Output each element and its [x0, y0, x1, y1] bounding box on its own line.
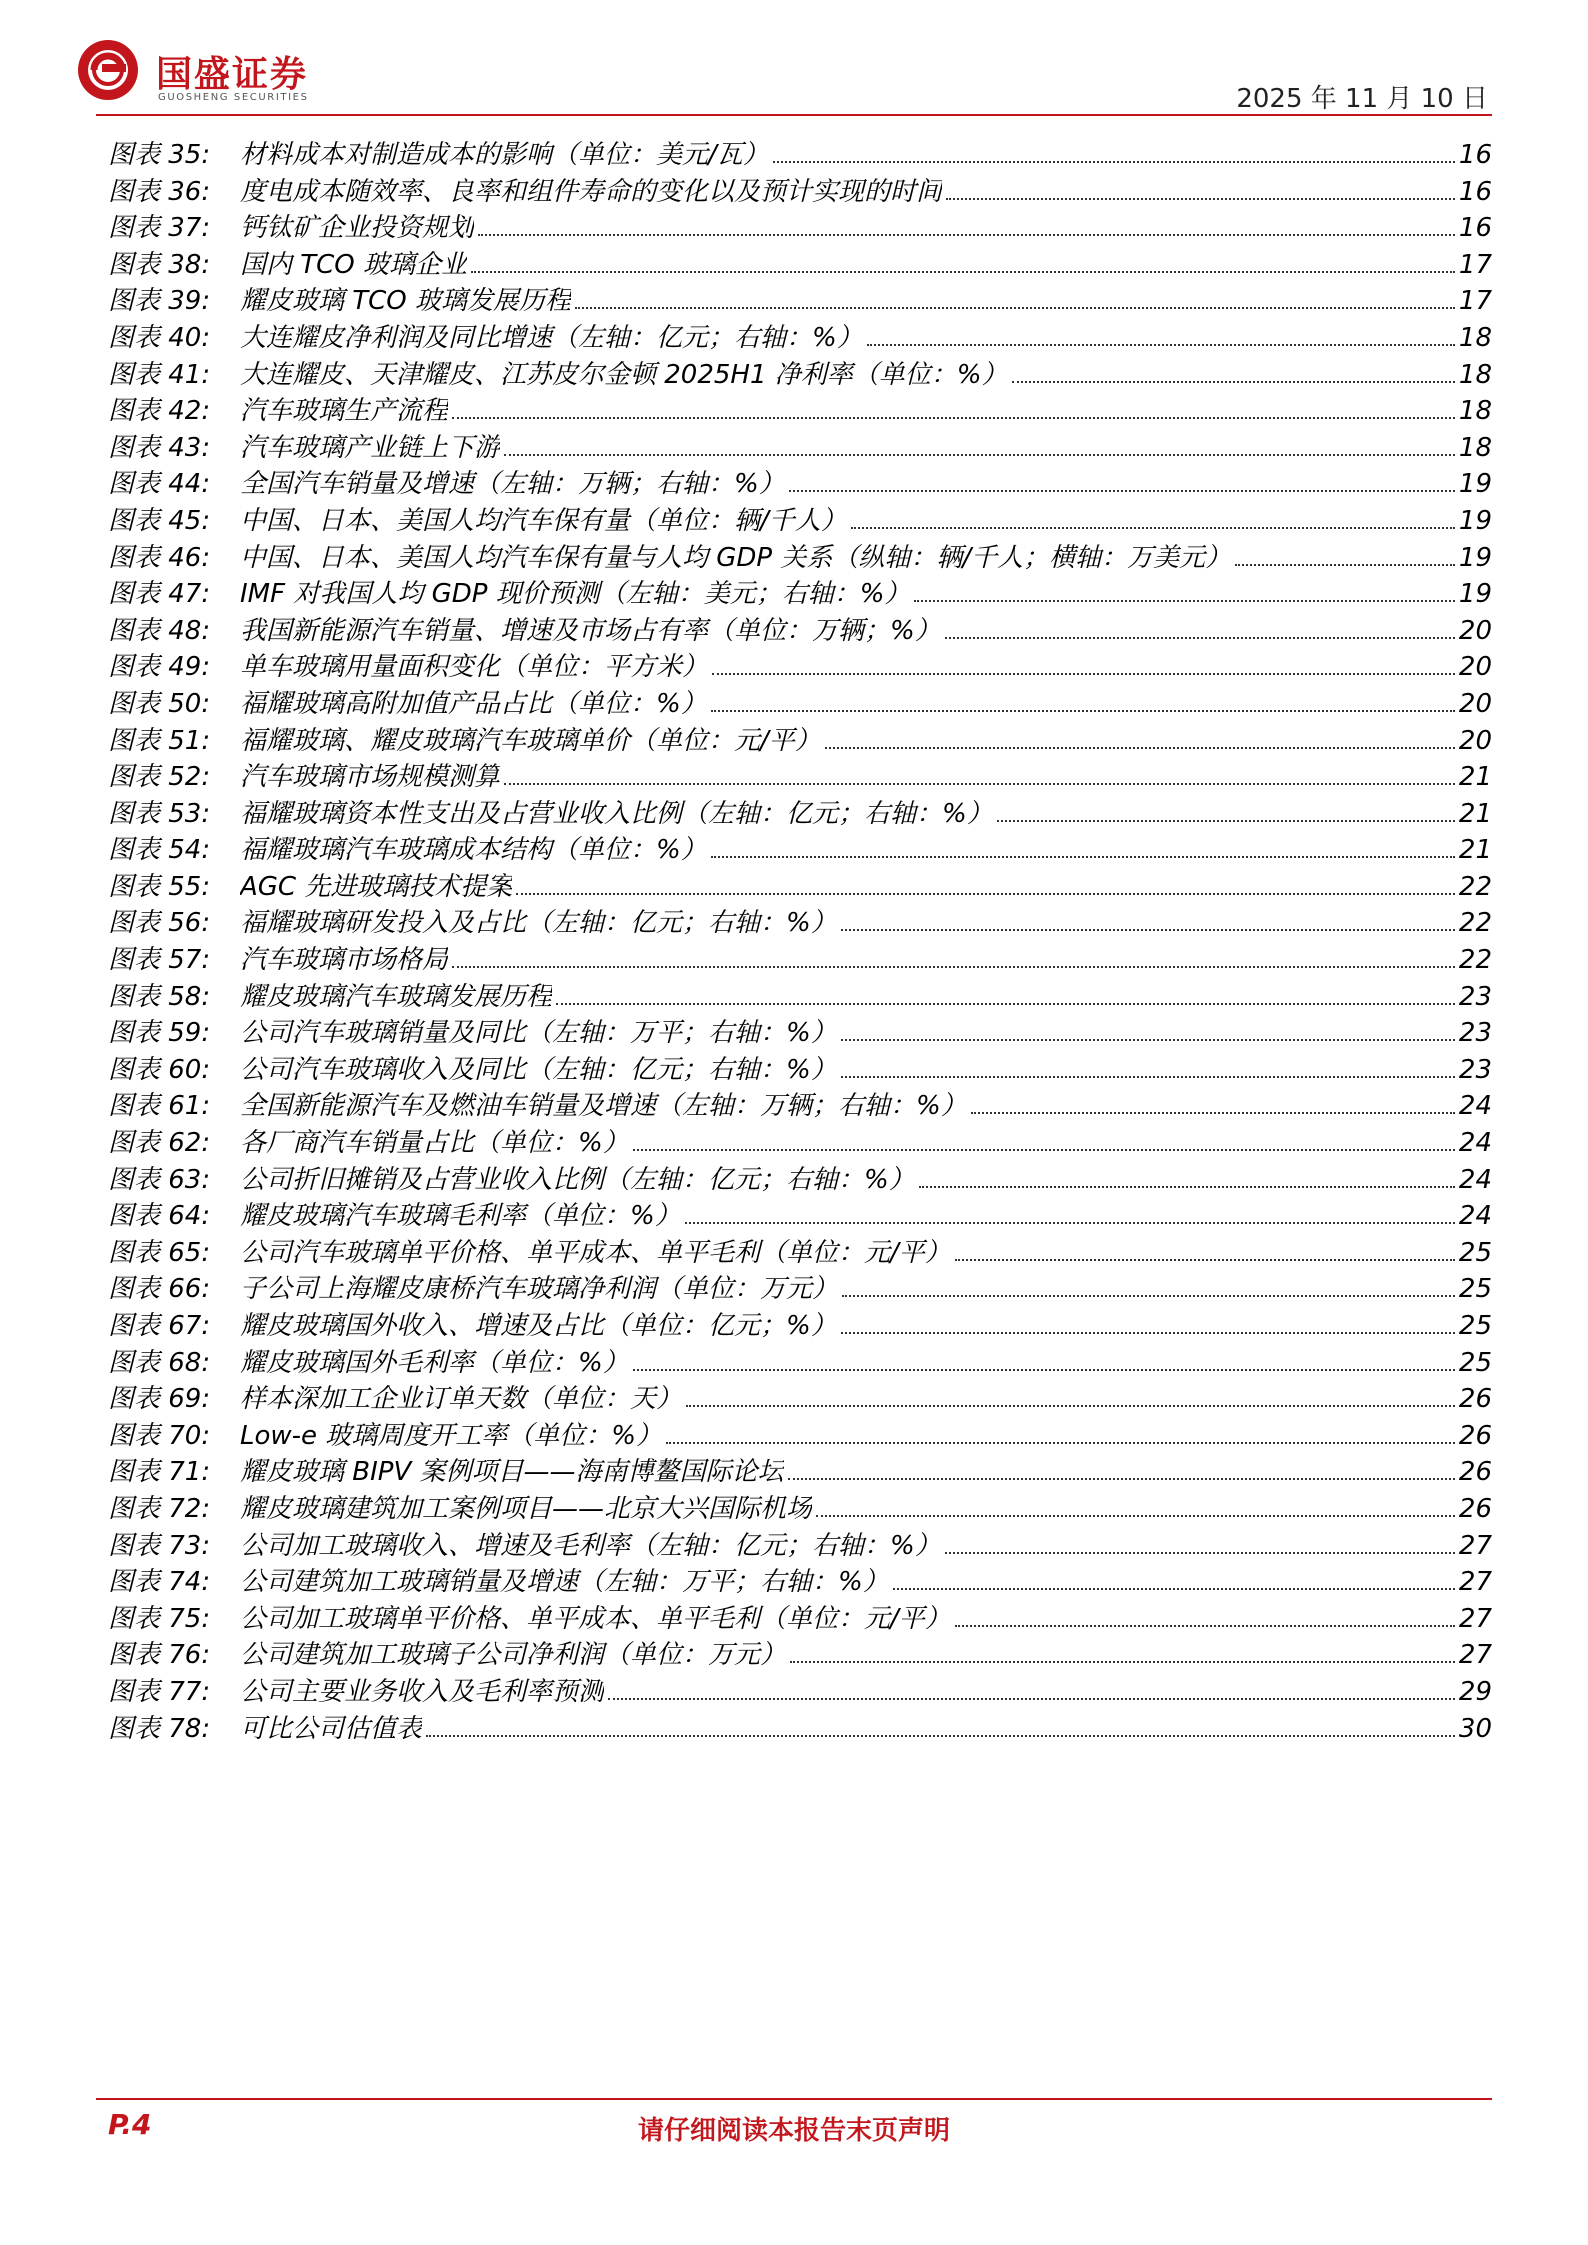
- toc-entry-page: 17: [1458, 249, 1492, 280]
- toc-entry-label: 图表 71:: [108, 1457, 211, 1488]
- toc-entry[interactable]: [108, 683, 1492, 720]
- toc-entry-title: 各厂商汽车销量占比（单位：%）: [240, 1128, 629, 1159]
- toc-entry[interactable]: [108, 1634, 1492, 1671]
- toc-entry[interactable]: [108, 1049, 1492, 1086]
- footer-divider: [96, 2098, 1492, 2100]
- toc-entry-label: 图表 47:: [108, 579, 211, 610]
- toc-entry-title: 耀皮玻璃国外毛利率（单位：%）: [240, 1347, 629, 1378]
- toc-leader-dots: [712, 673, 1455, 675]
- toc-entry-page: 25: [1458, 1237, 1492, 1268]
- figure-index: [108, 134, 1492, 1744]
- toc-leader-dots: [711, 856, 1455, 858]
- toc-leader-dots: [608, 1698, 1455, 1700]
- toc-leader-dots: [825, 747, 1455, 749]
- toc-leader-dots: [575, 307, 1455, 309]
- toc-entry[interactable]: [108, 1232, 1492, 1269]
- toc-leader-dots: [478, 234, 1455, 236]
- toc-entry[interactable]: [108, 207, 1492, 244]
- toc-entry-title: 汽车玻璃产业链上下游: [240, 432, 501, 463]
- toc-entry-label: 图表 55:: [108, 871, 211, 902]
- toc-entry[interactable]: [108, 646, 1492, 683]
- toc-leader-dots: [997, 820, 1455, 822]
- toc-entry[interactable]: [108, 390, 1492, 427]
- toc-entry-page: 18: [1458, 322, 1492, 353]
- toc-entry-title: 耀皮玻璃建筑加工案例项目——北京大兴国际机场: [240, 1493, 813, 1524]
- logo-text-en: GUOSHENG SECURITIES: [158, 92, 309, 103]
- toc-entry-label: 图表 60:: [108, 1054, 211, 1085]
- toc-entry[interactable]: [108, 354, 1492, 391]
- toc-entry-page: 26: [1458, 1457, 1492, 1488]
- toc-entry-title: 公司建筑加工玻璃子公司净利润（单位：万元）: [240, 1640, 787, 1671]
- toc-entry-title: 耀皮玻璃国外收入、增速及占比（单位：亿元；%）: [240, 1311, 837, 1341]
- toc-entry[interactable]: [108, 939, 1492, 976]
- toc-entry-page: 21: [1458, 835, 1492, 866]
- toc-entry[interactable]: [108, 1671, 1492, 1708]
- toc-leader-dots: [504, 454, 1455, 456]
- toc-entry-page: 30: [1458, 1713, 1492, 1744]
- toc-leader-dots: [773, 161, 1455, 163]
- toc-entry-label: 图表 59:: [108, 1018, 211, 1049]
- toc-leader-dots: [789, 490, 1455, 492]
- toc-entry-title: 福耀玻璃汽车玻璃成本结构（单位：%）: [240, 835, 707, 866]
- toc-entry-label: 图表 70:: [108, 1420, 211, 1451]
- toc-entry-page: 19: [1458, 469, 1492, 500]
- toc-entry-page: 27: [1458, 1640, 1492, 1671]
- toc-entry-title: 公司汽车玻璃销量及同比（左轴：万平；右轴：%）: [240, 1018, 837, 1049]
- toc-entry[interactable]: [108, 134, 1492, 171]
- toc-leader-dots: [955, 1625, 1455, 1627]
- toc-entry-title: 公司主要业务收入及毛利率预测: [240, 1676, 605, 1707]
- toc-entry-label: 图表 51:: [108, 725, 211, 756]
- toc-entry-page: 26: [1458, 1493, 1492, 1524]
- toc-entry-label: 图表 69:: [108, 1384, 211, 1415]
- toc-entry-page: 25: [1458, 1274, 1492, 1305]
- toc-entry[interactable]: [108, 1159, 1492, 1196]
- toc-entry-label: 图表 45:: [108, 505, 211, 536]
- toc-entry-label: 图表 76:: [108, 1640, 211, 1671]
- toc-entry-title: 汽车玻璃市场规模测算: [240, 762, 501, 793]
- toc-entry-page: 27: [1458, 1567, 1492, 1598]
- toc-entry[interactable]: [108, 829, 1492, 866]
- toc-entry-label: 图表 41:: [108, 359, 211, 390]
- toc-entry-page: 20: [1458, 615, 1492, 646]
- toc-leader-dots: [955, 1259, 1455, 1261]
- toc-entry-title: 钙钛矿企业投资规划: [240, 213, 475, 244]
- toc-entry-label: 图表 58:: [108, 981, 211, 1012]
- toc-entry[interactable]: [108, 1122, 1492, 1159]
- company-logo: [76, 38, 336, 110]
- toc-entry-title: 度电成本随效率、良率和组件寿命的变化以及预计实现的时间: [240, 176, 943, 207]
- toc-entry-label: 图表 67:: [108, 1311, 211, 1341]
- toc-entry[interactable]: [108, 1268, 1492, 1305]
- toc-leader-dots: [452, 966, 1455, 968]
- toc-leader-dots: [633, 1149, 1455, 1151]
- header-divider: [96, 114, 1492, 116]
- toc-entry-title: 福耀玻璃研发投入及占比（左轴：亿元；右轴：%）: [240, 908, 837, 939]
- toc-entry-title: 公司汽车玻璃单平价格、单平成本、单平毛利（单位：元/平）: [240, 1237, 951, 1268]
- toc-leader-dots: [919, 1186, 1455, 1188]
- toc-entry-title: 耀皮玻璃汽车玻璃毛利率（单位：%）: [240, 1201, 681, 1232]
- toc-entry[interactable]: [108, 1488, 1492, 1525]
- toc-leader-dots: [711, 710, 1455, 712]
- toc-entry-label: 图表 73:: [108, 1530, 211, 1561]
- toc-entry-label: 图表 65:: [108, 1237, 211, 1268]
- toc-entry[interactable]: [108, 1195, 1492, 1232]
- toc-entry-label: 图表 40:: [108, 322, 211, 353]
- toc-leader-dots: [686, 1405, 1455, 1407]
- toc-entry-page: 23: [1458, 1018, 1492, 1049]
- toc-entry-title: 材料成本对制造成本的影响（单位：美元/瓦）: [240, 140, 769, 170]
- toc-entry-label: 图表 74:: [108, 1567, 211, 1598]
- toc-entry[interactable]: [108, 500, 1492, 537]
- toc-entry-title: 中国、日本、美国人均汽车保有量与人均 GDP 关系（纵轴：辆/千人；横轴：万美元）: [240, 542, 1232, 573]
- toc-entry-page: 20: [1458, 688, 1492, 719]
- toc-entry-page: 22: [1458, 945, 1492, 976]
- toc-entry[interactable]: [108, 1415, 1492, 1452]
- toc-entry-page: 17: [1458, 286, 1492, 317]
- toc-entry[interactable]: [108, 1598, 1492, 1635]
- toc-entry-label: 图表 77:: [108, 1676, 211, 1707]
- toc-entry-title: 福耀玻璃资本性支出及占营业收入比例（左轴：亿元；右轴：%）: [240, 798, 993, 829]
- toc-leader-dots: [946, 198, 1455, 200]
- toc-leader-dots: [945, 1552, 1455, 1554]
- toc-entry-label: 图表 57:: [108, 945, 211, 976]
- toc-entry[interactable]: [108, 537, 1492, 574]
- toc-entry-title: 公司加工玻璃单平价格、单平成本、单平毛利（单位：元/平）: [240, 1603, 951, 1634]
- toc-entry-label: 图表 68:: [108, 1347, 211, 1378]
- toc-entry[interactable]: [108, 1085, 1492, 1122]
- toc-entry[interactable]: [108, 793, 1492, 830]
- toc-entry-page: 21: [1458, 762, 1492, 793]
- toc-entry[interactable]: [108, 317, 1492, 354]
- toc-entry-page: 25: [1458, 1311, 1492, 1341]
- toc-leader-dots: [471, 271, 1455, 273]
- toc-entry-title: 国内 TCO 玻璃企业: [240, 249, 468, 280]
- logo-text-cn: 国盛证券: [156, 54, 309, 95]
- toc-entry-label: 图表 56:: [108, 908, 211, 939]
- toc-entry-label: 图表 36:: [108, 176, 211, 207]
- toc-entry[interactable]: [108, 610, 1492, 647]
- toc-entry-title: 单车玻璃用量面积变化（单位：平方米）: [240, 652, 709, 683]
- toc-entry-label: 图表 44:: [108, 469, 211, 500]
- toc-entry[interactable]: [108, 244, 1492, 281]
- toc-entry[interactable]: [108, 756, 1492, 793]
- toc-entry-page: 26: [1458, 1420, 1492, 1451]
- toc-entry-title: 全国汽车销量及增速（左轴：万辆；右轴：%）: [240, 469, 785, 500]
- report-date: 2025 年 11 月 10 日: [1236, 84, 1488, 114]
- toc-entry-label: 图表 62:: [108, 1128, 211, 1159]
- toc-leader-dots: [816, 1515, 1455, 1517]
- toc-entry[interactable]: [108, 463, 1492, 500]
- toc-entry-page: 27: [1458, 1530, 1492, 1561]
- toc-leader-dots: [842, 1295, 1455, 1297]
- toc-entry-title: 样本深加工企业订单天数（单位：天）: [240, 1384, 683, 1415]
- toc-entry[interactable]: [108, 280, 1492, 317]
- toc-entry-title: 耀皮玻璃 TCO 玻璃发展历程: [240, 286, 572, 317]
- toc-entry-page: 23: [1458, 1054, 1492, 1085]
- toc-leader-dots: [841, 1076, 1455, 1078]
- toc-leader-dots: [1012, 381, 1455, 383]
- guosheng-logo-icon: [76, 38, 140, 102]
- toc-entry-label: 图表 54:: [108, 835, 211, 866]
- toc-entry[interactable]: [108, 171, 1492, 208]
- toc-entry[interactable]: [108, 1561, 1492, 1598]
- toc-entry-title: 福耀玻璃、耀皮玻璃汽车玻璃单价（单位：元/平）: [240, 725, 821, 756]
- toc-entry-page: 18: [1458, 359, 1492, 390]
- toc-entry-page: 22: [1458, 871, 1492, 902]
- toc-leader-dots: [851, 527, 1455, 529]
- toc-entry-label: 图表 37:: [108, 213, 211, 244]
- disclaimer-notice: 请仔细阅读本报告末页声明: [637, 2116, 950, 2146]
- toc-entry-title: 我国新能源汽车销量、增速及市场占有率（单位：万辆；%）: [240, 615, 941, 646]
- toc-leader-dots: [666, 1442, 1455, 1444]
- toc-entry-label: 图表 75:: [108, 1603, 211, 1634]
- toc-entry-label: 图表 52:: [108, 762, 211, 793]
- toc-entry-page: 23: [1458, 981, 1492, 1012]
- toc-leader-dots: [867, 344, 1455, 346]
- toc-entry-title: 中国、日本、美国人均汽车保有量（单位：辆/千人）: [240, 505, 847, 536]
- toc-entry-page: 19: [1458, 542, 1492, 573]
- toc-entry[interactable]: [108, 1451, 1492, 1488]
- toc-entry-label: 图表 64:: [108, 1201, 211, 1232]
- toc-entry-label: 图表 50:: [108, 688, 211, 719]
- toc-entry-title: 公司加工玻璃收入、增速及毛利率（左轴：亿元；右轴：%）: [240, 1530, 941, 1561]
- toc-entry-label: 图表 46:: [108, 542, 211, 573]
- toc-entry-title: 公司建筑加工玻璃销量及增速（左轴：万平；右轴：%）: [240, 1567, 889, 1598]
- toc-entry-page: 20: [1458, 725, 1492, 756]
- toc-entry[interactable]: [108, 902, 1492, 939]
- toc-entry[interactable]: [108, 1525, 1492, 1562]
- toc-entry[interactable]: [108, 866, 1492, 903]
- toc-entry[interactable]: [108, 1378, 1492, 1415]
- toc-entry-title: 福耀玻璃高附加值产品占比（单位：%）: [240, 688, 707, 719]
- toc-leader-dots: [841, 1332, 1455, 1334]
- toc-entry-title: 汽车玻璃市场格局: [240, 945, 449, 976]
- toc-entry[interactable]: [108, 427, 1492, 464]
- toc-entry-label: 图表 53:: [108, 798, 211, 829]
- toc-entry-page: 19: [1458, 505, 1492, 536]
- toc-leader-dots: [452, 417, 1455, 419]
- toc-entry[interactable]: [108, 1012, 1492, 1049]
- toc-leader-dots: [790, 1661, 1455, 1663]
- toc-entry-page: 24: [1458, 1091, 1492, 1122]
- toc-leader-dots: [685, 1222, 1455, 1224]
- toc-entry-title: 可比公司估值表: [240, 1713, 423, 1744]
- toc-entry-page: 26: [1458, 1384, 1492, 1415]
- toc-entry-label: 图表 72:: [108, 1493, 211, 1524]
- toc-entry[interactable]: [108, 976, 1492, 1013]
- toc-leader-dots: [633, 1369, 1455, 1371]
- toc-entry-title: IMF 对我国人均 GDP 现价预测（左轴：美元；右轴：%）: [240, 579, 911, 610]
- toc-entry-label: 图表 78:: [108, 1713, 211, 1744]
- toc-entry-label: 图表 35:: [108, 140, 211, 170]
- toc-entry-label: 图表 48:: [108, 615, 211, 646]
- toc-leader-dots: [945, 637, 1455, 639]
- toc-entry-page: 16: [1458, 213, 1492, 244]
- toc-entry-page: 16: [1458, 140, 1492, 170]
- toc-entry-page: 22: [1458, 908, 1492, 939]
- toc-leader-dots: [841, 929, 1455, 931]
- toc-entry-page: 24: [1458, 1164, 1492, 1195]
- toc-leader-dots: [971, 1112, 1455, 1114]
- toc-entry-label: 图表 61:: [108, 1091, 211, 1122]
- toc-entry-label: 图表 43:: [108, 432, 211, 463]
- page-header: [0, 0, 1588, 120]
- toc-entry[interactable]: [108, 573, 1492, 610]
- toc-leader-dots: [426, 1735, 1455, 1737]
- toc-entry-page: 18: [1458, 396, 1492, 427]
- toc-entry[interactable]: [108, 720, 1492, 757]
- toc-entry-page: 19: [1458, 579, 1492, 610]
- toc-entry-title: 大连耀皮净利润及同比增速（左轴：亿元；右轴：%）: [240, 322, 863, 353]
- toc-entry-label: 图表 49:: [108, 652, 211, 683]
- toc-entry-title: 公司汽车玻璃收入及同比（左轴：亿元；右轴：%）: [240, 1054, 837, 1085]
- toc-entry-page: 18: [1458, 432, 1492, 463]
- toc-entry[interactable]: [108, 1708, 1492, 1745]
- toc-leader-dots: [504, 783, 1455, 785]
- toc-entry-label: 图表 63:: [108, 1164, 211, 1195]
- toc-entry-title: Low-e 玻璃周度开工率（单位：%）: [240, 1420, 663, 1451]
- toc-leader-dots: [516, 893, 1455, 895]
- toc-entry-page: 20: [1458, 652, 1492, 683]
- toc-entry-title: AGC 先进玻璃技术提案: [240, 871, 513, 902]
- toc-entry[interactable]: [108, 1305, 1492, 1342]
- toc-entry-label: 图表 38:: [108, 249, 211, 280]
- toc-leader-dots: [893, 1588, 1455, 1590]
- toc-leader-dots: [914, 600, 1455, 602]
- toc-entry-title: 耀皮玻璃汽车玻璃发展历程: [240, 981, 553, 1012]
- toc-entry-page: 27: [1458, 1603, 1492, 1634]
- toc-entry-label: 图表 42:: [108, 396, 211, 427]
- toc-entry-title: 子公司上海耀皮康桥汽车玻璃净利润（单位：万元）: [240, 1274, 839, 1305]
- page-number: P.4: [108, 2108, 152, 2141]
- toc-entry-label: 图表 66:: [108, 1274, 211, 1305]
- toc-entry-page: 24: [1458, 1128, 1492, 1159]
- toc-entry-page: 29: [1458, 1676, 1492, 1707]
- toc-entry-label: 图表 39:: [108, 286, 211, 317]
- toc-entry-title: 大连耀皮、天津耀皮、江苏皮尔金顿 2025H1 净利率（单位：%）: [240, 359, 1008, 390]
- toc-entry-title: 耀皮玻璃 BIPV 案例项目——海南博鳌国际论坛: [240, 1457, 784, 1488]
- toc-entry[interactable]: [108, 1342, 1492, 1379]
- toc-leader-dots: [788, 1478, 1455, 1480]
- toc-leader-dots: [841, 1039, 1455, 1041]
- toc-entry-title: 全国新能源汽车及燃油车销量及增速（左轴：万辆；右轴：%）: [240, 1091, 967, 1122]
- toc-entry-page: 24: [1458, 1201, 1492, 1232]
- toc-entry-page: 21: [1458, 798, 1492, 829]
- toc-leader-dots: [1235, 564, 1455, 566]
- toc-entry-title: 公司折旧摊销及占营业收入比例（左轴：亿元；右轴：%）: [240, 1164, 915, 1195]
- toc-leader-dots: [556, 1003, 1455, 1005]
- toc-entry-title: 汽车玻璃生产流程: [240, 396, 449, 427]
- toc-entry-page: 16: [1458, 176, 1492, 207]
- toc-entry-page: 25: [1458, 1347, 1492, 1378]
